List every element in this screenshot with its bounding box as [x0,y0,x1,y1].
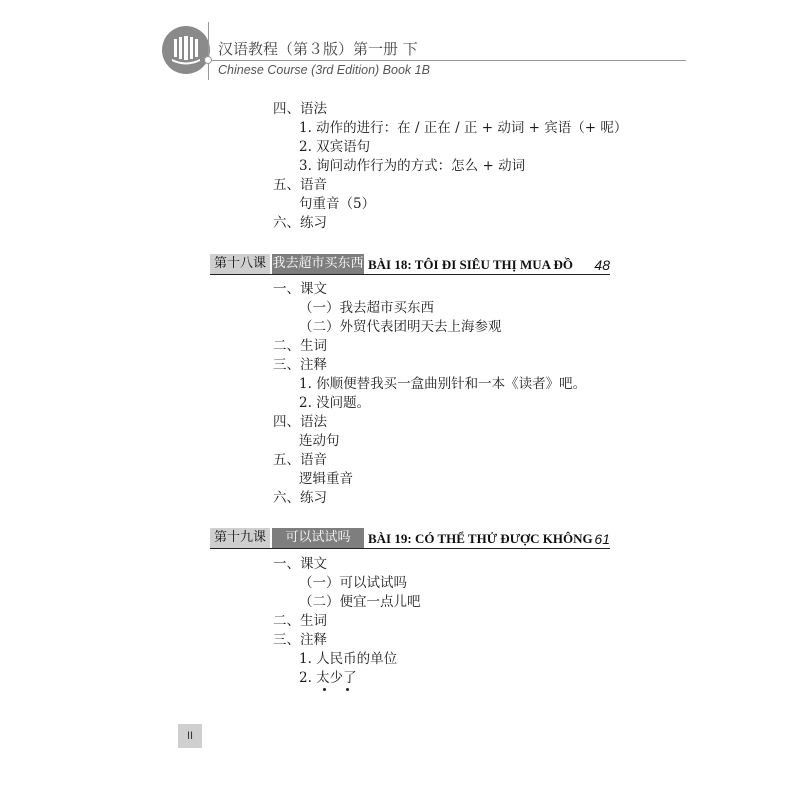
section-heading-notes: 三、注释 [273,632,327,648]
list-item: （一）可以试试吗 [299,575,407,591]
section-heading-phonetics: 五、语音 [273,452,327,468]
book-logo-icon [162,26,210,74]
header-rule-dot [204,56,212,64]
list-item: （二）外贸代表团明天去上海参观 [299,319,502,335]
list-item: （一）我去超市买东西 [299,300,434,316]
lesson-18-title-vietnamese: BÀI 18: TÔI ĐI SIÊU THỊ MUA ĐỒ [368,257,574,272]
lesson-19-heading[interactable] [210,528,610,549]
section-heading-grammar: 四、语法 [273,414,327,430]
list-item: 1. 你顺便替我买一盒曲别针和一本《读者》吧。 [299,376,587,392]
section-heading-exercises: 六、练习 [273,490,327,506]
list-item: 1. 动作的进行：在 / 正在 / 正 + 动词 + 宾语（+ 呢） [299,120,628,136]
section-heading-vocabulary: 二、生词 [273,613,327,629]
section-heading-vocabulary: 二、生词 [273,338,327,354]
lesson-19-number: 第十九课 [210,528,270,548]
list-item: （二）便宜一点儿吧 [299,594,421,610]
list-item: 1. 人民币的单位 [299,651,398,667]
section-heading-text: 一、课文 [273,556,327,572]
lesson-19-title-chinese: 可以试试吗 [272,528,364,548]
list-item: 2. 太少了 [299,670,357,686]
list-item: 句重音（5） [299,196,376,212]
lesson-18-heading[interactable] [210,254,610,275]
emphasis-dot [346,688,349,691]
lesson-19-title-vietnamese: BÀI 19: CÓ THỂ THỬ ĐƯỢC KHÔNG [368,531,593,546]
list-item: 连动句 [299,433,340,449]
lesson-18-title-chinese: 我去超市买东西 [272,254,364,274]
list-item: 逻辑重音 [299,471,353,487]
lesson-18-number: 第十八课 [210,254,270,274]
header-rule [208,60,686,61]
section-heading-notes: 三、注释 [273,357,327,373]
lesson-18-page-number: 48 [594,257,610,273]
section-heading-text: 一、课文 [273,281,327,297]
list-item: 2. 双宾语句 [299,139,371,155]
list-item: 2. 没问题。 [299,395,371,411]
header-divider-vertical [208,22,209,80]
section-heading-exercises: 六、练习 [273,215,327,231]
book-title-chinese: 汉语教程（第３版）第一册 下 [218,40,418,58]
section-heading-phonetics: 五、语音 [273,177,327,193]
section-heading-grammar: 四、语法 [273,101,327,117]
emphasis-dot [323,688,326,691]
list-item: 3. 询问动作行为的方式：怎么 + 动词 [299,158,526,174]
lesson-19-page-number: 61 [594,531,610,547]
book-title-english: Chinese Course (3rd Edition) Book 1B [218,63,430,77]
page-number-tab: II [178,724,202,748]
